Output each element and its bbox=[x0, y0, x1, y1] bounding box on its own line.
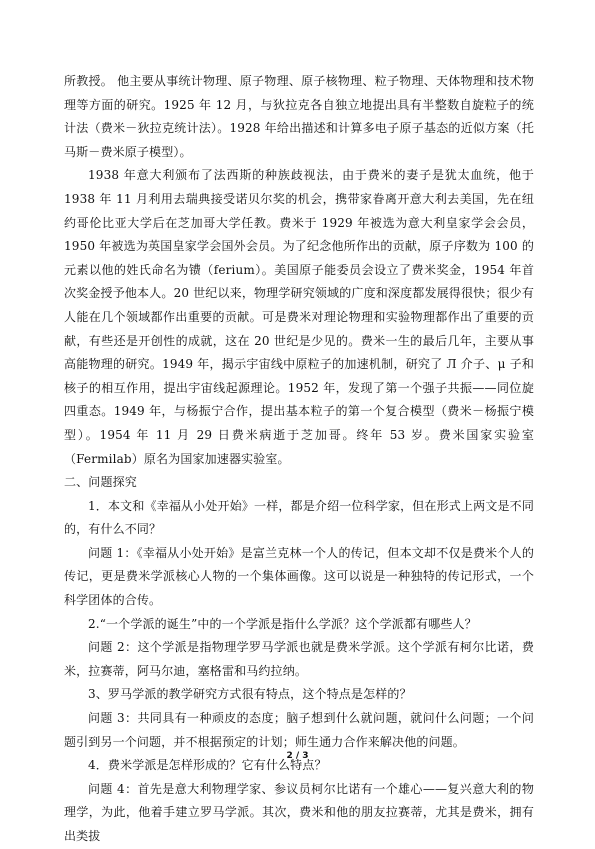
answer-4: 问题 4：首先是意大利物理学家、参议员柯尔比诺有一个雄心——复兴意大利的物理学，为此，他着手建立罗马学派。其次，费米和他的朋友拉赛蒂，尤其是费米，拥有出类拔 bbox=[64, 781, 534, 843]
page-number: 2 / 3 bbox=[286, 751, 309, 761]
answer-2: 问题 2：这个学派是指物理学罗马学派也就是费米学派。这个学派有柯尔比诺，费米，拉赛蒂，阿马尔迪，塞格雷和马约拉纳。 bbox=[64, 640, 534, 678]
question-2: 2.“一个学派的诞生”中的一个学派是指什么学派？这个学派都有哪些人？ bbox=[88, 616, 477, 631]
paragraph-2: 1938 年意大利颁布了法西斯的种族歧视法，由于费米的妻子是犹太血统，他于 1938 年 11 月利用去瑞典接受诺贝尔奖的机会，携带家眷离开意大利去美国，先在纽约哥伦比亚大学后在芝加哥大学任教。费米于 1929 年被选为意大利皇家学会会员，1950 年被选为英国皇家学会国外会员。为了纪念他所作出的贡献，原子序数为 100 的元素以他的姓氏命名为镄（ferium）。美国原子能委员会设立了费米奖金，1954 年首次奖金授予他本人。20 世纪以来，物理学研究领域的广度和深度都发展得很快；很少有人能在几个领域都作出重要的贡献。可是费米对理论物理和实验物理都作出了重要的贡献，有些还是开创性的成就，这在 20 世纪是少见的。费米一生的最后几年，主要从事高能物理的研究。1949 年，揭示宇宙线中原粒子的加速机制，研究了 Л 介子、μ 子和核子的相互作用，提出宇宙线起源理论。1952 年，发现了第一个强子共振——同位旋四重态。1949 年，与杨振宁合作，提出基本粒子的第一个复合模型（费米－杨振宁模型）。1954 年 11 月 29 日费米病逝于芝加哥。终年 53 岁。费米国家实验室（Fermilab）原名为国家加速器实验室。 bbox=[64, 168, 534, 466]
question-3: 3、罗马学派的教学研究方式很有特点，这个特点是怎样的？ bbox=[88, 687, 412, 702]
answer-1: 问题 1：《幸福从小处开始》是富兰克林一个人的传记，但本文却不仅是费米个人的传记，更是费米学派核心人物的一个集体画像。这可以说是一种独特的传记形式，一个科学团体的合传。 bbox=[64, 545, 534, 608]
paragraph-1: 所教授。 他主要从事统计物理、原子物理、原子核物理、粒子物理、天体物理和技术物理等方面的研究。1925 年 12 月，与狄拉克各自独立地提出具有半整数自旋粒子的统计法（费米－狄拉克统计法）。1928 年给出描述和计算多电子原子基态的近似方案（托马斯－费米原子模型）。 bbox=[64, 74, 534, 159]
question-4: 4．费米学派是怎样形成的？它有什么特点？ bbox=[88, 758, 327, 773]
question-1: 1．本文和《幸福从小处开始》一样，都是介绍一位科学家，但在形式上两文是不同的，有什么不同？ bbox=[64, 498, 534, 537]
document-body bbox=[64, 70, 534, 849]
answer-3: 问题 3：共同具有一种顽皮的态度；脑子想到什么就问题，就问什么问题；一个问题引到另一个问题，并不根据预定的计划；师生通力合作来解决他的问题。 bbox=[64, 711, 534, 749]
section-heading: 二、问题探究 bbox=[64, 475, 137, 490]
